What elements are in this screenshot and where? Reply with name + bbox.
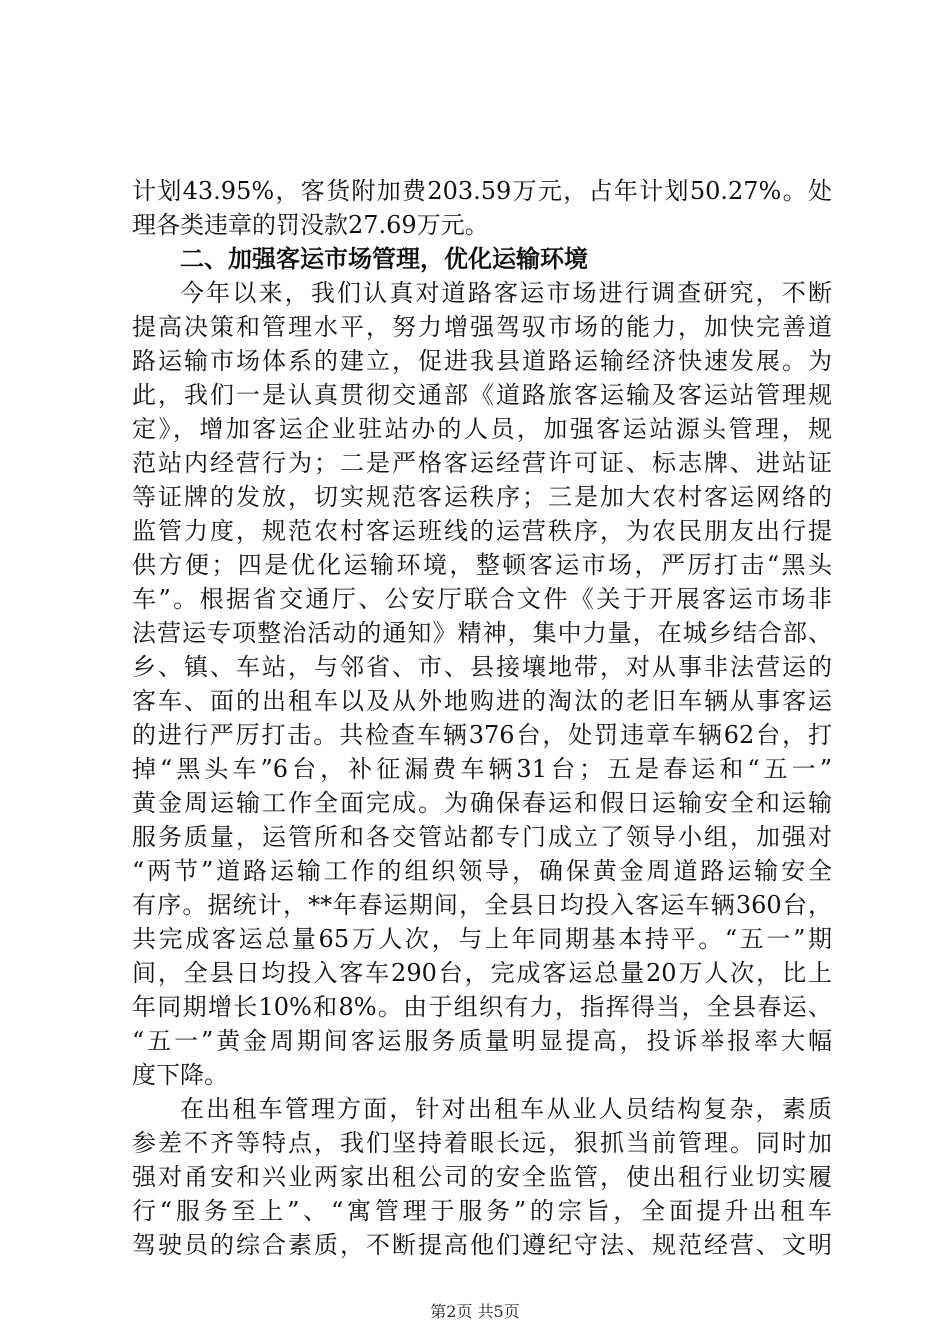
paragraph-line: 今年以来，我们认真对道路客运市场进行调查研究，不断 (180, 279, 832, 307)
paragraph-line: 客车、面的出租车以及从外地购进的淘汰的老旧车辆从事客运 (132, 687, 832, 715)
paragraph-line: 行“服务至上”、“寓管理于服务”的宗旨，全面提升出租车 (132, 1197, 832, 1225)
paragraph-line: 共完成客运总量65万人次，与上年同期基本持平。“五一”期 (132, 925, 832, 953)
document-body (132, 174, 832, 1262)
paragraph-line: 黄金周运输工作全面完成。为确保春运和假日运输安全和运输 (132, 789, 832, 817)
paragraph-line: 计划43.95%，客货附加费203.59万元，占年计划50.27%。处 (132, 177, 832, 205)
paragraph-line: 服务质量，运管所和各交管站都专门成立了领导小组，加强对 (132, 823, 832, 851)
paragraph-line: “两节”道路运输工作的组织领导，确保黄金周道路运输安全 (132, 857, 832, 885)
paragraph-line: 的进行严厉打击。共检查车辆376台，处罚违章车辆62台，打 (132, 721, 832, 749)
section-heading: 二、加强客运市场管理，优化运输环境 (180, 245, 588, 273)
paragraph-line: 强对甬安和兴业两家出租公司的安全监管，使出租行业切实履 (132, 1163, 832, 1191)
paragraph-line: 此，我们一是认真贯彻交通部《道路旅客运输及客运站管理规 (132, 381, 832, 409)
paragraph-line: 有序。据统计，**年春运期间，全县日均投入客运车辆360台， (132, 891, 832, 919)
paragraph-line: 驾驶员的综合素质，不断提高他们遵纪守法、规范经营、文明 (132, 1231, 832, 1259)
paragraph-line: 掉“黑头车”6台，补征漏费车辆31台；五是春运和“五一” (132, 755, 832, 783)
page-number-footer: 第2页 共5页 (430, 1302, 520, 1321)
paragraph-line: 间，全县日均投入客车290台，完成客运总量20万人次，比上 (132, 959, 832, 987)
paragraph-line: 理各类违章的罚没款27.69万元。 (132, 211, 489, 239)
paragraph-line: 供方便；四是优化运输环境，整顿客运市场，严厉打击“黑头 (132, 551, 832, 579)
paragraph-line: 监管力度，规范农村客运班线的运营秩序，为农民朋友出行提 (132, 517, 832, 545)
paragraph-line: 等证牌的发放，切实规范客运秩序；三是加大农村客运网络的 (132, 483, 832, 511)
paragraph-line: “五一”黄金周期间客运服务质量明显提高，投诉举报率大幅 (132, 1027, 832, 1055)
paragraph-line: 提高决策和管理水平，努力增强驾驭市场的能力，加快完善道 (132, 313, 832, 341)
paragraph-line: 定》，增加客运企业驻站办的人员，加强客运站源头管理，规 (132, 415, 832, 443)
paragraph-line: 在出租车管理方面，针对出租车从业人员结构复杂，素质 (180, 1095, 832, 1123)
paragraph-line: 度下降。 (132, 1061, 228, 1089)
paragraph-line: 路运输市场体系的建立，促进我县道路运输经济快速发展。为 (132, 347, 832, 375)
paragraph-line: 范站内经营行为；二是严格客运经营许可证、标志牌、进站证 (132, 449, 832, 477)
paragraph-line: 年同期增长10%和8%。由于组织有力，指挥得当，全县春运、 (132, 993, 832, 1021)
paragraph-line: 法营运专项整治活动的通知》精神，集中力量，在城乡结合部、 (132, 619, 832, 647)
paragraph-line: 乡、镇、车站，与邻省、市、县接壤地带，对从事非法营运的 (132, 653, 832, 681)
paragraph-line: 车”。根据省交通厅、公安厅联合文件《关于开展客运市场非 (132, 585, 832, 613)
paragraph-line: 参差不齐等特点，我们坚持着眼长远，狠抓当前管理。同时加 (132, 1129, 832, 1157)
